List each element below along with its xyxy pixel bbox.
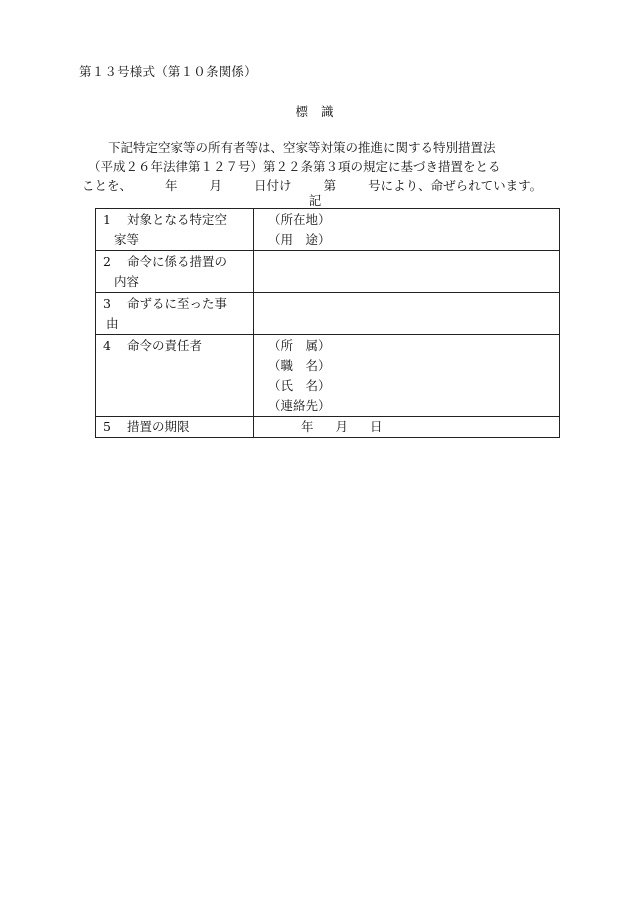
table-row xyxy=(96,335,560,417)
table-row xyxy=(96,417,560,438)
row-1-label-continued: 家等 xyxy=(114,232,140,247)
name-field-label: （氏 名） xyxy=(268,378,331,393)
row-5-value-cell xyxy=(254,417,560,438)
table-row xyxy=(96,251,560,293)
row-5-label-cell xyxy=(96,417,254,438)
details-table xyxy=(95,208,560,438)
row-2-label: 命令に係る措置の xyxy=(127,254,228,269)
title-char-1: 標 xyxy=(295,104,309,119)
row-1-label: 対象となる特定空 xyxy=(127,212,228,227)
row-2-number: 2 xyxy=(103,254,111,269)
location-field-label: （所在地） xyxy=(268,212,331,227)
row-4-value-cell xyxy=(254,335,560,417)
title-char-2: 識 xyxy=(321,104,335,119)
row-1-value-cell xyxy=(254,209,560,251)
row-1-label-cell xyxy=(96,209,254,251)
body-year-label: 年 xyxy=(165,178,178,193)
body-number-prefix: 第 xyxy=(323,178,337,193)
row-1-number: 1 xyxy=(103,212,111,227)
usage-field-label: （用 途） xyxy=(268,232,331,247)
row-4-number: 4 xyxy=(103,338,111,353)
deadline-day-label: 日 xyxy=(370,419,383,434)
department-field-label: （所 属） xyxy=(268,338,331,353)
table-row xyxy=(96,293,560,335)
notice-body xyxy=(80,138,560,195)
body-month-label: 月 xyxy=(209,178,223,193)
contact-field-label: （連絡先） xyxy=(268,398,331,413)
row-3-value-cell xyxy=(254,293,560,335)
document-title xyxy=(0,102,630,120)
note-label: 記 xyxy=(308,193,322,208)
deadline-year-label: 年 xyxy=(301,419,314,434)
table-row xyxy=(96,209,560,251)
row-4-label-cell xyxy=(96,335,254,417)
row-5-number: 5 xyxy=(103,419,111,434)
body-day-label: 日付け xyxy=(254,178,292,193)
row-5-label: 措置の期限 xyxy=(127,419,190,434)
body-line-3-start: ことを、 xyxy=(82,178,133,193)
row-4-label: 命令の責任者 xyxy=(127,338,203,353)
row-3-label-continued: 由 xyxy=(106,316,119,331)
row-3-label: 命ずるに至った事 xyxy=(127,296,228,311)
position-field-label: （職 名） xyxy=(268,358,331,373)
row-3-label-cell xyxy=(96,293,254,335)
form-number: 第１３号様式（第１０条関係） xyxy=(79,64,257,79)
body-line-3-end: 号により、命ぜられています。 xyxy=(368,178,543,193)
deadline-month-label: 月 xyxy=(335,419,349,434)
body-line-2: （平成２６年法律第１２７号）第２２条第３項の規定に基づき措置をとる xyxy=(88,159,501,174)
body-line-1: 下記特定空家等の所有者等は、空家等対策の推進に関する特別措置法 xyxy=(108,140,496,155)
row-3-number: 3 xyxy=(103,296,111,311)
row-2-label-cell xyxy=(96,251,254,293)
row-2-label-continued: 内容 xyxy=(114,274,140,289)
row-2-value-cell xyxy=(254,251,560,293)
